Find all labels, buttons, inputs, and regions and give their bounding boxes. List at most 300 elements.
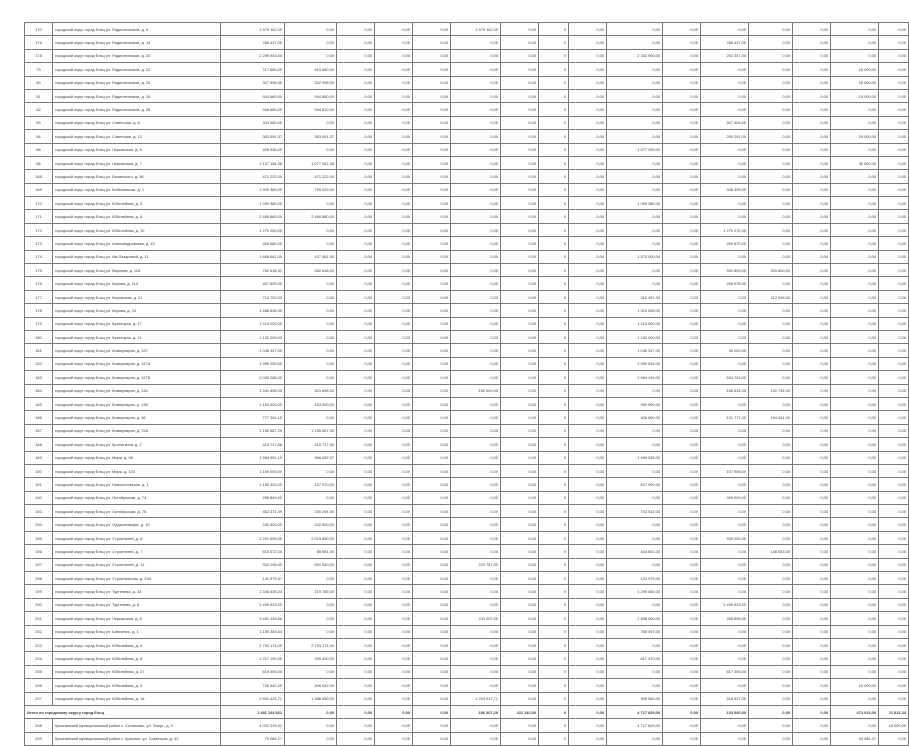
value-cell: 0,00 [337, 558, 375, 571]
value-cell: 327 996,00 [221, 76, 285, 89]
value-cell: 0,00 [375, 518, 413, 531]
row-number: 183 [25, 371, 53, 384]
value-cell: 0,00 [701, 330, 749, 343]
value-cell: 0,00 [413, 585, 451, 598]
value-cell: 0,00 [413, 183, 451, 196]
table-row [25, 36, 909, 49]
value-cell: 0,00 [375, 424, 413, 437]
value-cell: 0,00 [413, 705, 451, 718]
address-cell: городской округ город Ельц ул. Тургенева, д. 8 [53, 598, 221, 611]
value-cell: 0,00 [569, 264, 607, 277]
value-cell: 0,00 [569, 103, 607, 116]
value-cell: 0,00 [413, 732, 451, 745]
row-number: 182 [25, 357, 53, 370]
value-cell: 473 013,00 [831, 705, 879, 718]
value-cell: 0,00 [413, 679, 451, 692]
value-cell: 1 077 061,38 [285, 156, 337, 169]
value-cell: 0,00 [831, 438, 879, 451]
value-cell: 0,00 [607, 277, 663, 290]
address-cell: городской округ город Ельц ул. Коммунаров, д. 72А [53, 424, 221, 437]
value-cell: 0,00 [831, 598, 879, 611]
value-cell: 0,00 [701, 625, 749, 638]
value-cell: 0,00 [793, 23, 831, 36]
value-cell: 0,00 [501, 330, 539, 343]
value-cell: 0,00 [501, 491, 539, 504]
value-cell: 0,00 [831, 264, 879, 277]
value-cell: 0,00 [607, 438, 663, 451]
value-cell: 0,00 [375, 223, 413, 236]
value-cell: 0,00 [569, 357, 607, 370]
value-cell: 0,00 [375, 23, 413, 36]
value-cell: 0,00 [337, 638, 375, 651]
value-cell: 0,00 [793, 679, 831, 692]
table-row [25, 638, 909, 651]
value-cell: 497 893,00 [221, 277, 285, 290]
value-cell: 946 680,00 [221, 103, 285, 116]
value-cell: 0,00 [375, 478, 413, 491]
address-cell: городской округ город Ельц ул. Юбилейная, д. 10 [53, 223, 221, 236]
value-cell: 471 222,00 [285, 170, 337, 183]
value-cell: 0,00 [663, 679, 701, 692]
table-row [25, 143, 909, 156]
value-cell: 990 990,00 [607, 397, 663, 410]
table-row [25, 304, 909, 317]
value-cell: 0,00 [375, 49, 413, 62]
value-cell: 0,00 [663, 156, 701, 169]
table-row [25, 679, 909, 692]
value-cell: 0,00 [375, 103, 413, 116]
value-cell: 0,00 [451, 49, 501, 62]
value-cell: 0,00 [569, 49, 607, 62]
row-number: 180 [25, 330, 53, 343]
value-cell: 966 082,37 [285, 451, 337, 464]
address-cell: городской округ город Ельц ул. Радиотехников, д. 28 [53, 103, 221, 116]
value-cell: 0,00 [569, 464, 607, 477]
value-cell: 0,00 [569, 89, 607, 102]
value-cell: 158 634,00 [701, 384, 749, 397]
value-cell: 0,00 [413, 290, 451, 303]
value-cell: 0,00 [375, 545, 413, 558]
value-cell: 0,00 [413, 357, 451, 370]
value-cell: 0,00 [831, 411, 879, 424]
value-cell: 0,00 [451, 277, 501, 290]
value-cell: 0,00 [337, 719, 375, 732]
value-cell: 0,00 [285, 197, 337, 210]
value-cell: 0,00 [501, 625, 539, 638]
address-cell: городской округ город Ельц ул. Коммунаров, д. 127Б [53, 371, 221, 384]
value-cell: 0,00 [413, 156, 451, 169]
value-cell: 0,00 [337, 264, 375, 277]
value-cell: 0,00 [793, 705, 831, 718]
row-number: 209 [25, 732, 53, 745]
value-cell: 0,00 [375, 183, 413, 196]
value-cell: 0,00 [663, 451, 701, 464]
value-cell: 0,00 [413, 89, 451, 102]
value-cell: 0,00 [413, 23, 451, 36]
table-row [25, 384, 909, 397]
value-cell: 0,00 [501, 344, 539, 357]
value-cell: 316 497,00 [607, 290, 663, 303]
value-cell: 0,00 [607, 732, 663, 745]
value-cell: 0,00 [569, 197, 607, 210]
value-cell: 0,00 [607, 264, 663, 277]
value-cell: 0,00 [607, 23, 663, 36]
value-cell: 0,00 [831, 478, 879, 491]
value-cell: 0,00 [501, 143, 539, 156]
value-cell: 0,00 [879, 89, 909, 102]
value-cell: 0,00 [831, 250, 879, 263]
value-cell: 0,00 [285, 237, 337, 250]
value-cell: 0,00 [375, 264, 413, 277]
address-cell: городской округ город Ельц ул. Черкасская, д. 5 [53, 143, 221, 156]
address-cell: городской округ город Ельц ул. Юбилейная, д. 2 [53, 197, 221, 210]
value-cell: 0,00 [701, 518, 749, 531]
value-cell: 0,00 [663, 397, 701, 410]
value-cell: 0,00 [879, 411, 909, 424]
value-cell: 0,00 [451, 371, 501, 384]
value-cell: 939 200,00 [701, 531, 749, 544]
value-cell: 0,00 [569, 330, 607, 343]
value-cell: 0,00 [879, 317, 909, 330]
value-cell: 0,00 [793, 558, 831, 571]
value-cell: 0,00 [793, 572, 831, 585]
value-cell: 0,00 [663, 478, 701, 491]
value-cell: 0,00 [663, 357, 701, 370]
value-cell: 0,00 [451, 63, 501, 76]
value-cell: 0,00 [451, 290, 501, 303]
value-cell: 0,00 [879, 103, 909, 116]
value-cell: 0,00 [451, 116, 501, 129]
value-cell: 2 291 695,00 [221, 531, 285, 544]
value-cell: 0,00 [749, 397, 793, 410]
value-cell: 0,00 [451, 183, 501, 196]
value-cell: 0,00 [879, 572, 909, 585]
value-cell: 0,00 [337, 317, 375, 330]
value-cell: 0,00 [793, 264, 831, 277]
value-cell: 0,00 [879, 250, 909, 263]
value-cell: 0,00 [501, 692, 539, 705]
value-cell: 0,00 [831, 49, 879, 62]
value-cell: 0,00 [831, 719, 879, 732]
value-cell: 0,00 [879, 197, 909, 210]
value-cell: 0,00 [663, 692, 701, 705]
value-cell: 0,00 [749, 183, 793, 196]
value-cell: 0,00 [501, 451, 539, 464]
value-cell: 0,00 [879, 692, 909, 705]
value-cell: 0,00 [793, 76, 831, 89]
value-cell: 0,00 [879, 478, 909, 491]
value-cell: 0 [539, 451, 569, 464]
value-cell: 0,00 [663, 264, 701, 277]
value-cell: 0,00 [879, 451, 909, 464]
value-cell: 0,00 [501, 545, 539, 558]
value-cell: 0,00 [413, 518, 451, 531]
value-cell: 0,00 [451, 130, 501, 143]
value-cell: 0,00 [413, 652, 451, 665]
value-cell: 0,00 [375, 36, 413, 49]
value-cell: 716 792,00 [221, 290, 285, 303]
value-cell: 0,00 [413, 250, 451, 263]
row-number: 84 [25, 130, 53, 143]
row-number: 196 [25, 545, 53, 558]
value-cell: 0,00 [831, 103, 879, 116]
row-number: 185 [25, 397, 53, 410]
address-cell: городской округ город Ельц ул. Радиотехников, д. 14 [53, 36, 221, 49]
value-cell: 0,00 [831, 612, 879, 625]
value-cell: 0,00 [285, 665, 337, 678]
value-cell: 0,00 [451, 679, 501, 692]
value-cell: 0,00 [663, 705, 701, 718]
value-cell: 0,00 [285, 612, 337, 625]
table-row [25, 464, 909, 477]
value-cell: 0,00 [793, 692, 831, 705]
address-cell: городской округ город Ельц ул. Им Лазаревой, д. 11 [53, 250, 221, 263]
address-cell: городской округ город Ельц ул. Радиотехников, д. 20 [53, 49, 221, 62]
value-cell: 0 [539, 531, 569, 544]
value-cell: 0,00 [413, 330, 451, 343]
value-cell: 0,00 [375, 411, 413, 424]
value-cell: 0,00 [375, 330, 413, 343]
value-cell: 0,00 [337, 531, 375, 544]
value-cell: 107 908,00 [701, 464, 749, 477]
value-cell: 919 680,00 [285, 63, 337, 76]
value-cell: 0,00 [413, 491, 451, 504]
value-cell: 0,00 [663, 625, 701, 638]
value-cell: 2 990 534,00 [607, 357, 663, 370]
value-cell: 0,00 [501, 223, 539, 236]
value-cell: 0,00 [285, 491, 337, 504]
value-cell: 0,00 [831, 304, 879, 317]
value-cell: 0,00 [663, 103, 701, 116]
table-row [25, 116, 909, 129]
value-cell: 0,00 [413, 558, 451, 571]
value-cell: 0,00 [569, 558, 607, 571]
value-cell: 265 896,00 [701, 612, 749, 625]
value-cell: 0 [539, 344, 569, 357]
value-cell: 1 164 500,00 [221, 397, 285, 410]
address-cell: городской округ город Ельц ул. Кузнецкая, д. 17 [53, 317, 221, 330]
value-cell: 0,00 [879, 49, 909, 62]
value-cell: 0,00 [793, 491, 831, 504]
value-cell: 0,00 [879, 531, 909, 544]
value-cell: 0,00 [831, 237, 879, 250]
value-cell: 0,00 [879, 290, 909, 303]
value-cell: 0,00 [879, 652, 909, 665]
value-cell: 0,00 [793, 103, 831, 116]
value-cell: 0,00 [375, 612, 413, 625]
value-cell: 0,00 [413, 63, 451, 76]
value-cell: 0,00 [501, 317, 539, 330]
value-cell: 406 936,00 [221, 143, 285, 156]
value-cell: 0,00 [285, 705, 337, 718]
table-row [25, 237, 909, 250]
value-cell: 0,00 [793, 371, 831, 384]
row-number: 79 [25, 63, 53, 76]
value-cell: 0,00 [501, 290, 539, 303]
value-cell: 0,00 [501, 585, 539, 598]
value-cell: 0,00 [831, 572, 879, 585]
value-cell: 0,00 [793, 290, 831, 303]
value-cell: 0,00 [749, 277, 793, 290]
value-cell: 0,00 [451, 76, 501, 89]
table-row [25, 652, 909, 665]
value-cell: 0,00 [607, 210, 663, 223]
value-cell: 0,00 [793, 625, 831, 638]
value-cell: 0,00 [569, 210, 607, 223]
value-cell: 1 388 560,00 [285, 692, 337, 705]
row-number: 176 [25, 36, 53, 49]
value-cell: 0,00 [749, 23, 793, 36]
row-number: 173 [25, 237, 53, 250]
value-cell: 0,00 [337, 625, 375, 638]
value-cell: 0,00 [501, 598, 539, 611]
value-cell: 0,00 [375, 344, 413, 357]
value-cell: 0,00 [663, 652, 701, 665]
row-number: 187 [25, 424, 53, 437]
value-cell: 2 469 880,00 [285, 210, 337, 223]
value-cell: 0,00 [663, 317, 701, 330]
value-cell: 0,00 [701, 638, 749, 651]
value-cell: 0,00 [879, 23, 909, 36]
value-cell: 0,00 [793, 130, 831, 143]
value-cell: 0,00 [413, 397, 451, 410]
table-row [25, 197, 909, 210]
value-cell: 0,00 [879, 116, 909, 129]
value-cell: 0,00 [569, 545, 607, 558]
value-cell: 4 002 219,42 [221, 719, 285, 732]
value-cell: 0 [539, 384, 569, 397]
address-cell: городской округ город Ельц ул. Юбилейная, д. 27 [53, 665, 221, 678]
value-cell: 0,00 [285, 371, 337, 384]
value-cell: 219 766,00 [285, 585, 337, 598]
value-cell: 0,00 [375, 63, 413, 76]
value-cell: 0,00 [375, 357, 413, 370]
value-cell: 0,00 [879, 732, 909, 745]
value-cell: 0,00 [701, 438, 749, 451]
value-cell: 0,00 [451, 223, 501, 236]
value-cell: 0,00 [569, 598, 607, 611]
value-cell: 1 579 162,00 [221, 23, 285, 36]
address-cell: городской округ город Ельц ул. Радиотехников, д. 26 [53, 89, 221, 102]
value-cell: 0,00 [749, 598, 793, 611]
value-cell: 617 390,00 [701, 665, 749, 678]
value-cell: 0,00 [879, 545, 909, 558]
value-cell: 0,00 [413, 665, 451, 678]
value-cell: 0,00 [375, 143, 413, 156]
value-cell: 15 000,00 [831, 63, 879, 76]
value-cell: 0,00 [413, 572, 451, 585]
value-cell: 0,00 [501, 304, 539, 317]
value-cell: 0,00 [831, 491, 879, 504]
value-cell: 0 [539, 264, 569, 277]
value-cell: 0,00 [831, 464, 879, 477]
value-cell: 0,00 [701, 89, 749, 102]
value-cell: 0,00 [501, 170, 539, 183]
value-cell: 0,00 [607, 665, 663, 678]
value-cell: 0,00 [793, 317, 831, 330]
value-cell: 0,00 [793, 397, 831, 410]
value-cell: 0,00 [831, 424, 879, 437]
row-number: 82 [25, 103, 53, 116]
value-cell: 0 [539, 103, 569, 116]
value-cell: 2 302 900,00 [607, 49, 663, 62]
value-cell: 0,00 [879, 598, 909, 611]
value-cell: 10 000,00 [831, 679, 879, 692]
value-cell: 29 000,00 [831, 130, 879, 143]
value-cell: 0,00 [375, 665, 413, 678]
value-cell: 434 501,00 [607, 545, 663, 558]
value-cell: 0,00 [701, 23, 749, 36]
value-cell: 0,00 [337, 63, 375, 76]
value-cell: 0,00 [749, 705, 793, 718]
value-cell: 2 591 424,72 [221, 692, 285, 705]
value-cell: 0,00 [569, 170, 607, 183]
value-cell: 0,00 [663, 491, 701, 504]
value-cell: 0,00 [375, 572, 413, 585]
total-row [25, 705, 909, 718]
value-cell: 146 543,00 [749, 545, 793, 558]
table-row [25, 545, 909, 558]
value-cell: 0,00 [607, 36, 663, 49]
address-cell: городской округ город Ельц ул. Радиотехников, д. 6 [53, 23, 221, 36]
value-cell: 0,00 [793, 304, 831, 317]
value-cell: 0,00 [793, 652, 831, 665]
value-cell: 0 [539, 438, 569, 451]
value-cell: 0,00 [569, 183, 607, 196]
value-cell: 799 029,00 [285, 183, 337, 196]
value-cell: 0 [539, 197, 569, 210]
value-cell: 0,00 [879, 143, 909, 156]
address-cell: городской округ город Ельц ул. Строительная, д. 23А [53, 572, 221, 585]
value-cell: 617 470,00 [607, 652, 663, 665]
value-cell: 0,00 [701, 719, 749, 732]
address-cell: городской округ город Ельц ул. Радиотехников, д. 22 [53, 63, 221, 76]
value-cell: 0,00 [831, 625, 879, 638]
value-cell: 0,00 [501, 36, 539, 49]
value-cell: 0,00 [749, 143, 793, 156]
value-cell: 320 800,00 [749, 264, 793, 277]
table-row [25, 357, 909, 370]
value-cell: 0,00 [451, 545, 501, 558]
value-cell: 0,00 [607, 518, 663, 531]
table-row [25, 558, 909, 571]
value-cell: 0 [539, 304, 569, 317]
value-cell: 0,00 [337, 692, 375, 705]
value-cell: 0,00 [749, 330, 793, 343]
value-cell: 133 540,00 [701, 705, 749, 718]
value-cell: 0,00 [831, 23, 879, 36]
value-cell: 0,00 [413, 464, 451, 477]
value-cell: 0,00 [285, 719, 337, 732]
value-cell: 0,00 [337, 491, 375, 504]
value-cell: 0,00 [569, 665, 607, 678]
table-row [25, 103, 909, 116]
value-cell: 0 [539, 585, 569, 598]
value-cell: 0,00 [793, 237, 831, 250]
value-cell: 0,00 [413, 103, 451, 116]
value-cell: 0,00 [749, 558, 793, 571]
value-cell: 0,00 [793, 438, 831, 451]
value-cell: 408 800,00 [607, 411, 663, 424]
value-cell: 0,00 [285, 625, 337, 638]
value-cell: 0,00 [413, 49, 451, 62]
value-cell: 101 777,00 [701, 411, 749, 424]
value-cell: 0,00 [451, 357, 501, 370]
value-cell: 0,00 [337, 438, 375, 451]
value-cell: 0,00 [663, 371, 701, 384]
row-number: 172 [25, 223, 53, 236]
value-cell: 0,00 [375, 237, 413, 250]
